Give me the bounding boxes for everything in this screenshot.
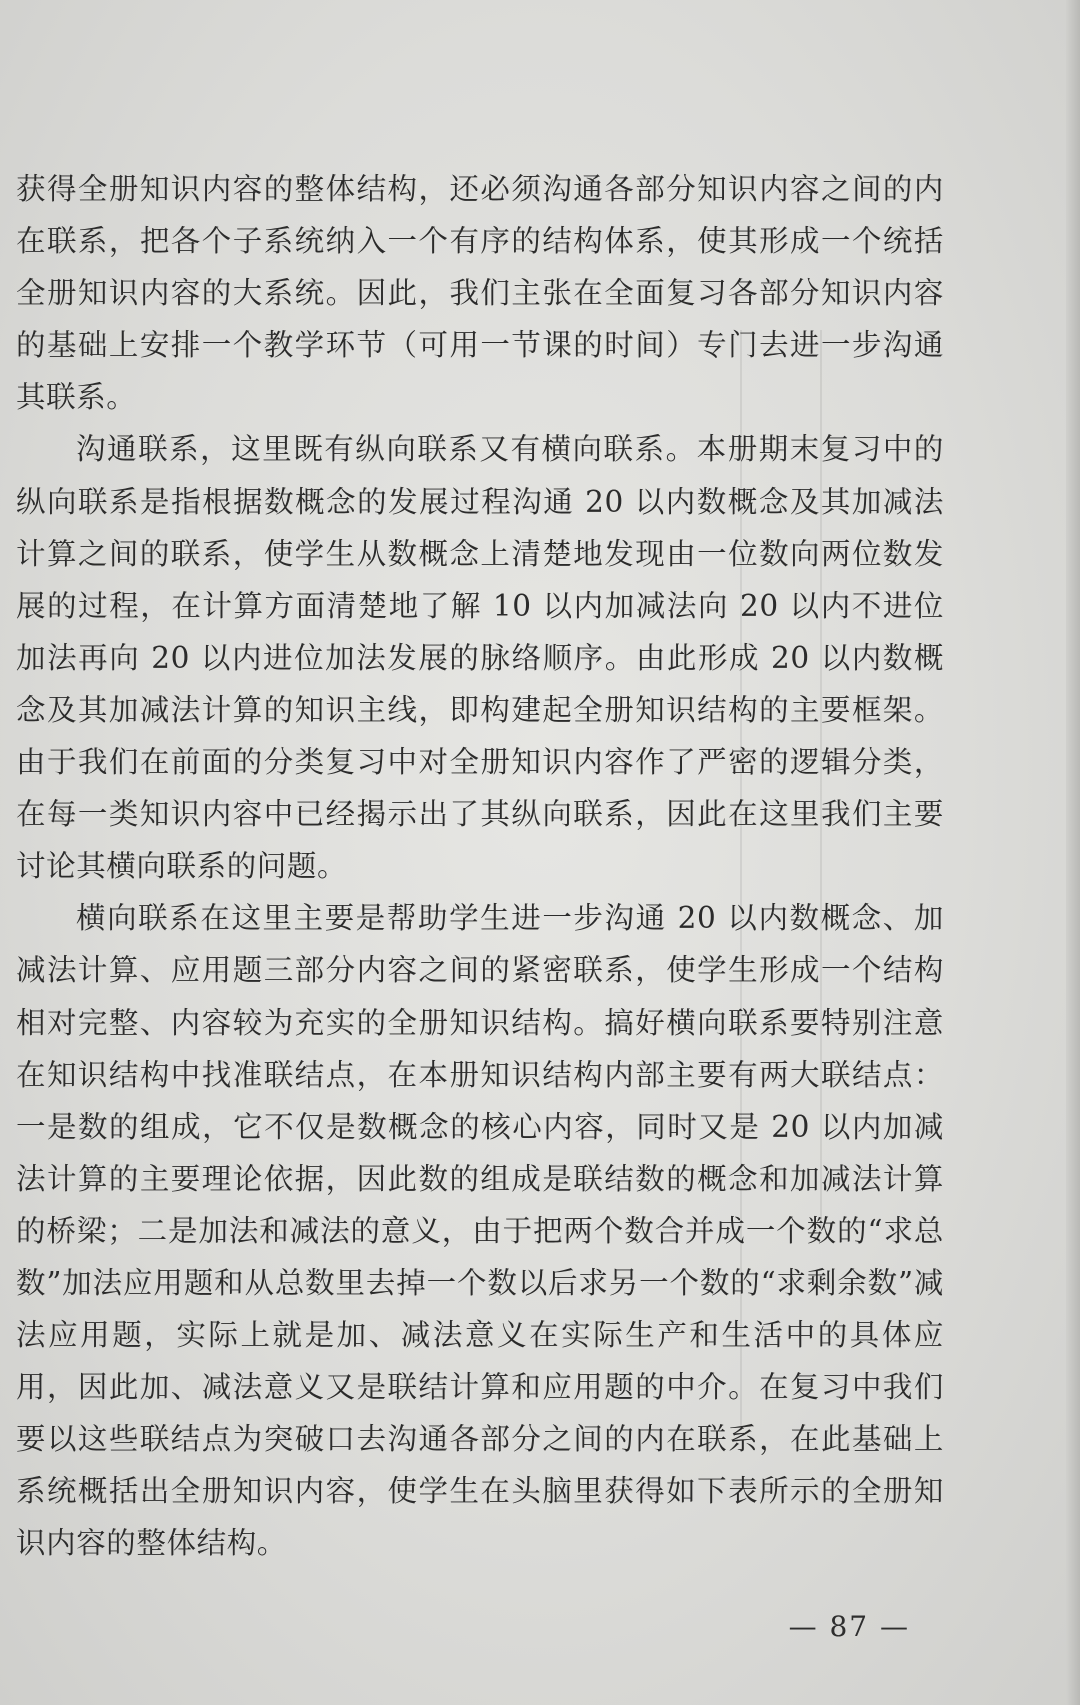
page-edge-shadow — [1066, 0, 1080, 1705]
body-text — [16, 163, 944, 1570]
paragraph: 获得全册知识内容的整体结构，还必须沟通各部分知识内容之间的内在联系，把各个子系统纳入一个有序的结构体系，使其形成一个统括全册知识内容的大系统。因此，我们主张在全面复习各部分知识内容的基础上安排一个教学环节（可用一节课的时间）专门去进一步沟通其联系。 — [16, 172, 944, 415]
page-number: — 87 — — [788, 1610, 910, 1643]
paragraph: 横向联系在这里主要是帮助学生进一步沟通 20 以内数概念、加减法计算、应用题三部分内容之间的紧密联系，使学生形成一个结构相对完整、内容较为充实的全册知识结构。搞好横向联系要特别注意在知识结构中找准联结点，在本册知识结构内部主要有两大联结点：一是数的组成，它不仅是数概念的核心内容，同时又是 20 以内加减法计算的主要理论依据，因此数的组成是联结数的概念和加减法计算的桥梁；二是加法和减法的意义，由于把两个数合并成一个数的“求总数”加法应用题和从总数里去掉一个数以后求另一个数的“求剩余数”减法应用题，实际上就是加、减法意义在实际生产和生活中的具体应用，因此加、减法意义又是联结计算和应用题的中介。在复习中我们要以这些联结点为突破口去沟通各部分之间的内在联系，在此基础上系统概括出全册知识内容，使学生在头脑里获得如下表所示的全册知识内容的整体结构。 — [16, 901, 944, 1561]
paragraph: 沟通联系，这里既有纵向联系又有横向联系。本册期末复习中的纵向联系是指根据数概念的发展过程沟通 20 以内数概念及其加减法计算之间的联系，使学生从数概念上清楚地发现由一位数向两位数发展的过程，在计算方面清楚地了解 10 以内加减法向 20 以内不进位加法再向 20 以内进位加法发展的脉络顺序。由此形成 20 以内数概念及其加减法计算的知识主线，即构建起全册知识结构的主要框架。由于我们在前面的分类复习中对全册知识内容作了严密的逻辑分类，在每一类知识内容中已经揭示出了其纵向联系，因此在这里我们主要讨论其横向联系的问题。 — [16, 432, 944, 884]
